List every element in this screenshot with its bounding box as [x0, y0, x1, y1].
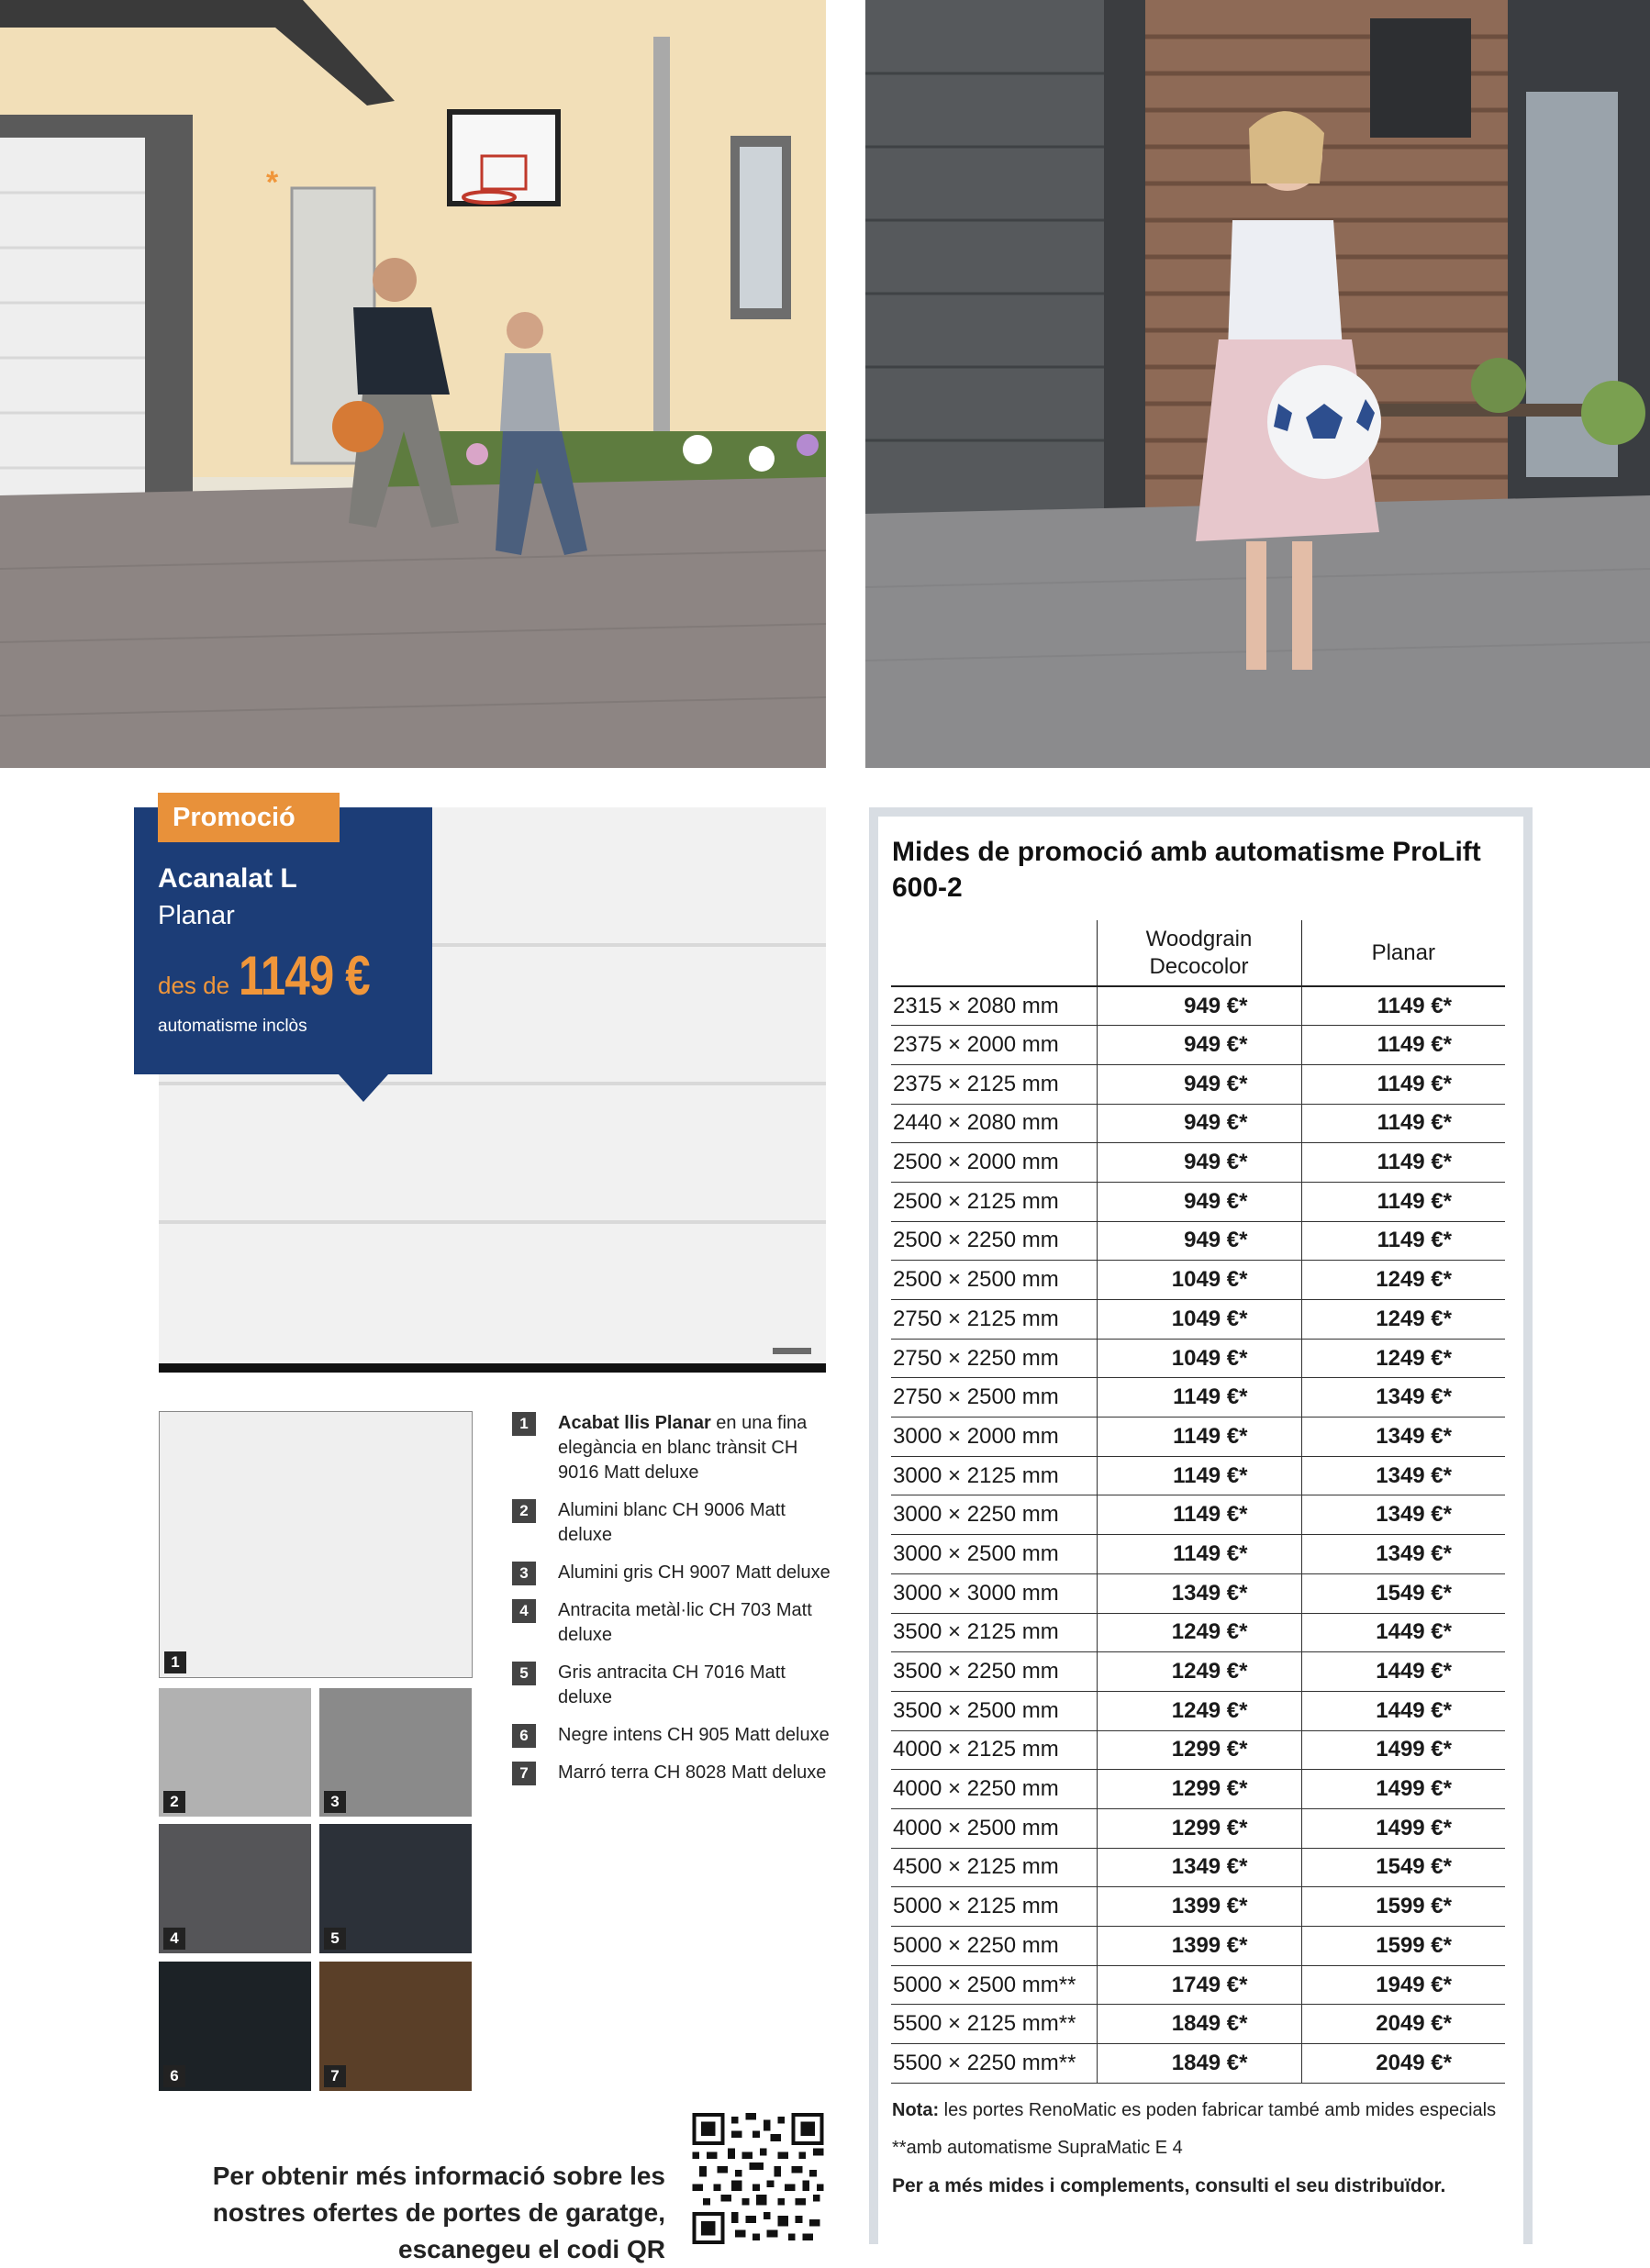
- list-text: Marró terra CH 8028 Matt deluxe: [558, 1762, 827, 1783]
- swatch-number: 3: [324, 1791, 346, 1813]
- cell-size: 2440 × 2080 mm: [891, 1104, 1097, 1143]
- table-row: [891, 1573, 1505, 1613]
- cell-planar-price: 1349 €*: [1301, 1456, 1505, 1495]
- cell-size: 3000 × 3000 mm: [891, 1573, 1097, 1613]
- swatch-4: [159, 1824, 311, 1953]
- cell-size: 5000 × 2250 mm: [891, 1927, 1097, 1966]
- cell-size: 3000 × 2125 mm: [891, 1456, 1097, 1495]
- cell-woodgrain-price: 1049 €*: [1097, 1300, 1301, 1340]
- col-header-woodgrain-line1: Woodgrain: [1145, 926, 1253, 951]
- note-final: Per a més mides i complements, consulti el seu distribuïdor.: [892, 2175, 1446, 2196]
- swatch-7: [319, 1962, 472, 2091]
- cell-size: 4500 × 2125 mm: [891, 1848, 1097, 1887]
- cell-woodgrain-price: 1149 €*: [1097, 1456, 1301, 1495]
- cell-planar-price: 1249 €*: [1301, 1261, 1505, 1300]
- cell-size: 3000 × 2250 mm: [891, 1495, 1097, 1535]
- swatch-6: [159, 1962, 311, 2091]
- swatch-number: 1: [164, 1651, 186, 1673]
- cell-planar-price: 1149 €*: [1301, 1221, 1505, 1261]
- cell-size: 4000 × 2500 mm: [891, 1808, 1097, 1848]
- cell-size: 2750 × 2500 mm: [891, 1378, 1097, 1418]
- cell-planar-price: 1499 €*: [1301, 1808, 1505, 1848]
- table-row: [891, 1339, 1505, 1378]
- cell-planar-price: 1249 €*: [1301, 1300, 1505, 1340]
- table-row: [891, 1848, 1505, 1887]
- cell-size: 2315 × 2080 mm: [891, 986, 1097, 1026]
- table-row: [891, 1613, 1505, 1652]
- swatch-number: 5: [324, 1928, 346, 1950]
- list-text: Alumini gris CH 9007 Matt deluxe: [558, 1562, 831, 1583]
- list-text: Alumini blanc CH 9006 Matt deluxe: [558, 1500, 786, 1545]
- cell-woodgrain-price: 949 €*: [1097, 1182, 1301, 1221]
- cell-planar-price: 1349 €*: [1301, 1418, 1505, 1457]
- door-groove: [159, 1220, 826, 1224]
- swatch-3: [319, 1688, 472, 1817]
- cell-size: 4000 × 2125 mm: [891, 1730, 1097, 1770]
- cell-planar-price: 1349 €*: [1301, 1495, 1505, 1535]
- cell-woodgrain-price: 949 €*: [1097, 986, 1301, 1026]
- list-item: [512, 1411, 833, 1485]
- table-row: [891, 1730, 1505, 1770]
- list-text-bold: Acabat llis Planar: [558, 1413, 711, 1433]
- cell-planar-price: 1449 €*: [1301, 1691, 1505, 1730]
- cell-woodgrain-price: 1149 €*: [1097, 1418, 1301, 1457]
- cell-size: 3500 × 2500 mm: [891, 1691, 1097, 1730]
- list-number: 6: [512, 1724, 536, 1748]
- color-list: [512, 1411, 833, 1798]
- cell-planar-price: 1949 €*: [1301, 1965, 1505, 2005]
- table-row: [891, 2005, 1505, 2044]
- promo-tag: Promoció: [158, 793, 340, 842]
- cell-planar-price: 1549 €*: [1301, 1848, 1505, 1887]
- promo-from: des de: [158, 972, 230, 999]
- table-row: [891, 1221, 1505, 1261]
- table-row: [891, 1143, 1505, 1183]
- promo-price-row: [158, 945, 432, 1006]
- info-line-3: escanegeu el codi QR: [398, 2235, 665, 2263]
- cell-woodgrain-price: 1249 €*: [1097, 1613, 1301, 1652]
- cell-woodgrain-price: 1149 €*: [1097, 1378, 1301, 1418]
- list-number: 7: [512, 1762, 536, 1785]
- photo-girl-ball: [865, 0, 1650, 768]
- photo-basketball: [0, 0, 826, 768]
- table-row: [891, 1182, 1505, 1221]
- cell-planar-price: 1499 €*: [1301, 1770, 1505, 1809]
- swatch-number: 2: [163, 1791, 185, 1813]
- cell-size: 3500 × 2250 mm: [891, 1652, 1097, 1692]
- list-item: [512, 1498, 833, 1548]
- cell-planar-price: 1599 €*: [1301, 1927, 1505, 1966]
- table-row: [891, 1261, 1505, 1300]
- cell-woodgrain-price: 1299 €*: [1097, 1730, 1301, 1770]
- cell-size: 3000 × 2000 mm: [891, 1418, 1097, 1457]
- table-notes: [892, 2098, 1498, 2211]
- swatch-1: [159, 1411, 473, 1678]
- cell-planar-price: 1149 €*: [1301, 1026, 1505, 1065]
- cell-planar-price: 1549 €*: [1301, 1573, 1505, 1613]
- promo-note: automatisme inclòs: [158, 1017, 307, 1036]
- cell-woodgrain-price: 949 €*: [1097, 1143, 1301, 1183]
- cell-woodgrain-price: 1149 €*: [1097, 1535, 1301, 1574]
- cell-woodgrain-price: 949 €*: [1097, 1026, 1301, 1065]
- promo-asterisk: *: [266, 165, 279, 200]
- door-brand-plate: [773, 1348, 811, 1354]
- table-row: [891, 1652, 1505, 1692]
- table-title: Mides de promoció amb automatisme ProLift 600-2: [892, 837, 1481, 903]
- swatch-2: [159, 1688, 311, 1817]
- cell-planar-price: 1149 €*: [1301, 1064, 1505, 1104]
- cell-size: 2375 × 2000 mm: [891, 1026, 1097, 1065]
- table-row: [891, 1808, 1505, 1848]
- cell-woodgrain-price: 1149 €*: [1097, 1495, 1301, 1535]
- info-text: [184, 2158, 665, 2268]
- col-header-size: [891, 920, 1097, 986]
- info-line-1: Per obtenir més informació sobre les: [212, 2162, 665, 2190]
- cell-planar-price: 1449 €*: [1301, 1652, 1505, 1692]
- note-supramatic: **amb automatisme SupraMatic E 4: [892, 2138, 1183, 2158]
- cell-size: 2500 × 2250 mm: [891, 1221, 1097, 1261]
- swatch-5: [319, 1824, 472, 1953]
- size-price-table: [891, 920, 1505, 2084]
- list-text: [558, 1411, 833, 1485]
- list-item: [512, 1561, 833, 1585]
- cell-planar-price: 2049 €*: [1301, 2005, 1505, 2044]
- cell-planar-price: 1349 €*: [1301, 1535, 1505, 1574]
- table-body: [891, 986, 1505, 2083]
- cell-planar-price: 1149 €*: [1301, 1104, 1505, 1143]
- list-item: [512, 1761, 833, 1785]
- cell-planar-price: 1249 €*: [1301, 1339, 1505, 1378]
- list-item: [512, 1661, 833, 1710]
- cell-size: 5500 × 2125 mm**: [891, 2005, 1097, 2044]
- list-text-rest: en una fina elegància en blanc trànsit CH 9016 Matt deluxe: [558, 1413, 808, 1483]
- cell-woodgrain-price: 1849 €*: [1097, 2005, 1301, 2044]
- cell-woodgrain-price: 1749 €*: [1097, 1965, 1301, 2005]
- note-label: Nota:: [892, 2100, 940, 2120]
- cell-woodgrain-price: 1399 €*: [1097, 1927, 1301, 1966]
- list-text: Antracita metàl·lic CH 703 Matt deluxe: [558, 1600, 812, 1645]
- cell-size: 2375 × 2125 mm: [891, 1064, 1097, 1104]
- table-row: [891, 1691, 1505, 1730]
- list-number: 4: [512, 1599, 536, 1623]
- cell-size: 3000 × 2500 mm: [891, 1535, 1097, 1574]
- cell-size: 5000 × 2500 mm**: [891, 1965, 1097, 2005]
- cell-woodgrain-price: 1049 €*: [1097, 1339, 1301, 1378]
- cell-planar-price: 1149 €*: [1301, 986, 1505, 1026]
- cell-woodgrain-price: 1349 €*: [1097, 1573, 1301, 1613]
- cell-planar-price: 1449 €*: [1301, 1613, 1505, 1652]
- cell-planar-price: 1349 €*: [1301, 1378, 1505, 1418]
- promo-name: Acanalat L: [158, 863, 297, 894]
- cell-woodgrain-price: 1249 €*: [1097, 1652, 1301, 1692]
- cell-woodgrain-price: 1299 €*: [1097, 1770, 1301, 1809]
- cell-woodgrain-price: 949 €*: [1097, 1064, 1301, 1104]
- cell-size: 2750 × 2250 mm: [891, 1339, 1097, 1378]
- cell-planar-price: 1599 €*: [1301, 1887, 1505, 1927]
- cell-size: 4000 × 2250 mm: [891, 1770, 1097, 1809]
- cell-size: 3500 × 2125 mm: [891, 1613, 1097, 1652]
- cell-size: 5500 × 2250 mm**: [891, 2044, 1097, 2084]
- table-row: [891, 1965, 1505, 2005]
- table-row: [891, 1104, 1505, 1143]
- table-row: [891, 1770, 1505, 1809]
- list-number: 3: [512, 1562, 536, 1585]
- col-header-planar: Planar: [1301, 920, 1505, 986]
- door-groove: [159, 1082, 826, 1085]
- swatch-number: 4: [163, 1928, 185, 1950]
- swatch-number: 7: [324, 2065, 346, 2087]
- cell-planar-price: 1149 €*: [1301, 1143, 1505, 1183]
- promo-box: [134, 807, 432, 1074]
- table-row: [891, 1378, 1505, 1418]
- col-header-woodgrain-line2: Decocolor: [1149, 953, 1249, 979]
- swatch-number: 6: [163, 2065, 185, 2087]
- table-row: [891, 1887, 1505, 1927]
- table-row: [891, 2044, 1505, 2084]
- cell-woodgrain-price: 949 €*: [1097, 1221, 1301, 1261]
- promo-price: 1149 €: [239, 945, 370, 1006]
- list-number: 5: [512, 1662, 536, 1685]
- list-item: [512, 1723, 833, 1748]
- table-row: [891, 1026, 1505, 1065]
- door-base: [159, 1363, 826, 1373]
- list-text: Negre intens CH 905 Matt deluxe: [558, 1725, 830, 1745]
- cell-size: 2500 × 2125 mm: [891, 1182, 1097, 1221]
- cell-planar-price: 1149 €*: [1301, 1182, 1505, 1221]
- table-row: [891, 1418, 1505, 1457]
- note-renomatic: [892, 2098, 1498, 2123]
- cell-woodgrain-price: 1049 €*: [1097, 1261, 1301, 1300]
- cell-woodgrain-price: 1249 €*: [1097, 1691, 1301, 1730]
- table-row: [891, 1927, 1505, 1966]
- table-row: [891, 1535, 1505, 1574]
- list-text: Gris antracita CH 7016 Matt deluxe: [558, 1662, 786, 1707]
- list-item: [512, 1598, 833, 1648]
- cell-size: 2500 × 2000 mm: [891, 1143, 1097, 1183]
- qr-code-icon[interactable]: [690, 2113, 826, 2244]
- cell-size: 2750 × 2125 mm: [891, 1300, 1097, 1340]
- cell-woodgrain-price: 1399 €*: [1097, 1887, 1301, 1927]
- cell-woodgrain-price: 949 €*: [1097, 1104, 1301, 1143]
- table-row: [891, 1300, 1505, 1340]
- cell-woodgrain-price: 1849 €*: [1097, 2044, 1301, 2084]
- table-row: [891, 986, 1505, 1026]
- cell-woodgrain-price: 1349 €*: [1097, 1848, 1301, 1887]
- col-header-woodgrain: [1097, 920, 1301, 986]
- cell-size: 2500 × 2500 mm: [891, 1261, 1097, 1300]
- cell-size: 5000 × 2125 mm: [891, 1887, 1097, 1927]
- table-row: [891, 1064, 1505, 1104]
- cell-planar-price: 1499 €*: [1301, 1730, 1505, 1770]
- cell-planar-price: 2049 €*: [1301, 2044, 1505, 2084]
- note-text: les portes RenoMatic es poden fabricar també amb mides especials: [939, 2100, 1497, 2120]
- info-line-2: nostres ofertes de portes de garatge,: [212, 2198, 665, 2227]
- list-number: 2: [512, 1499, 536, 1523]
- cell-woodgrain-price: 1299 €*: [1097, 1808, 1301, 1848]
- table-row: [891, 1456, 1505, 1495]
- list-number: 1: [512, 1412, 536, 1436]
- table-row: [891, 1495, 1505, 1535]
- promo-variant: Planar: [158, 901, 235, 930]
